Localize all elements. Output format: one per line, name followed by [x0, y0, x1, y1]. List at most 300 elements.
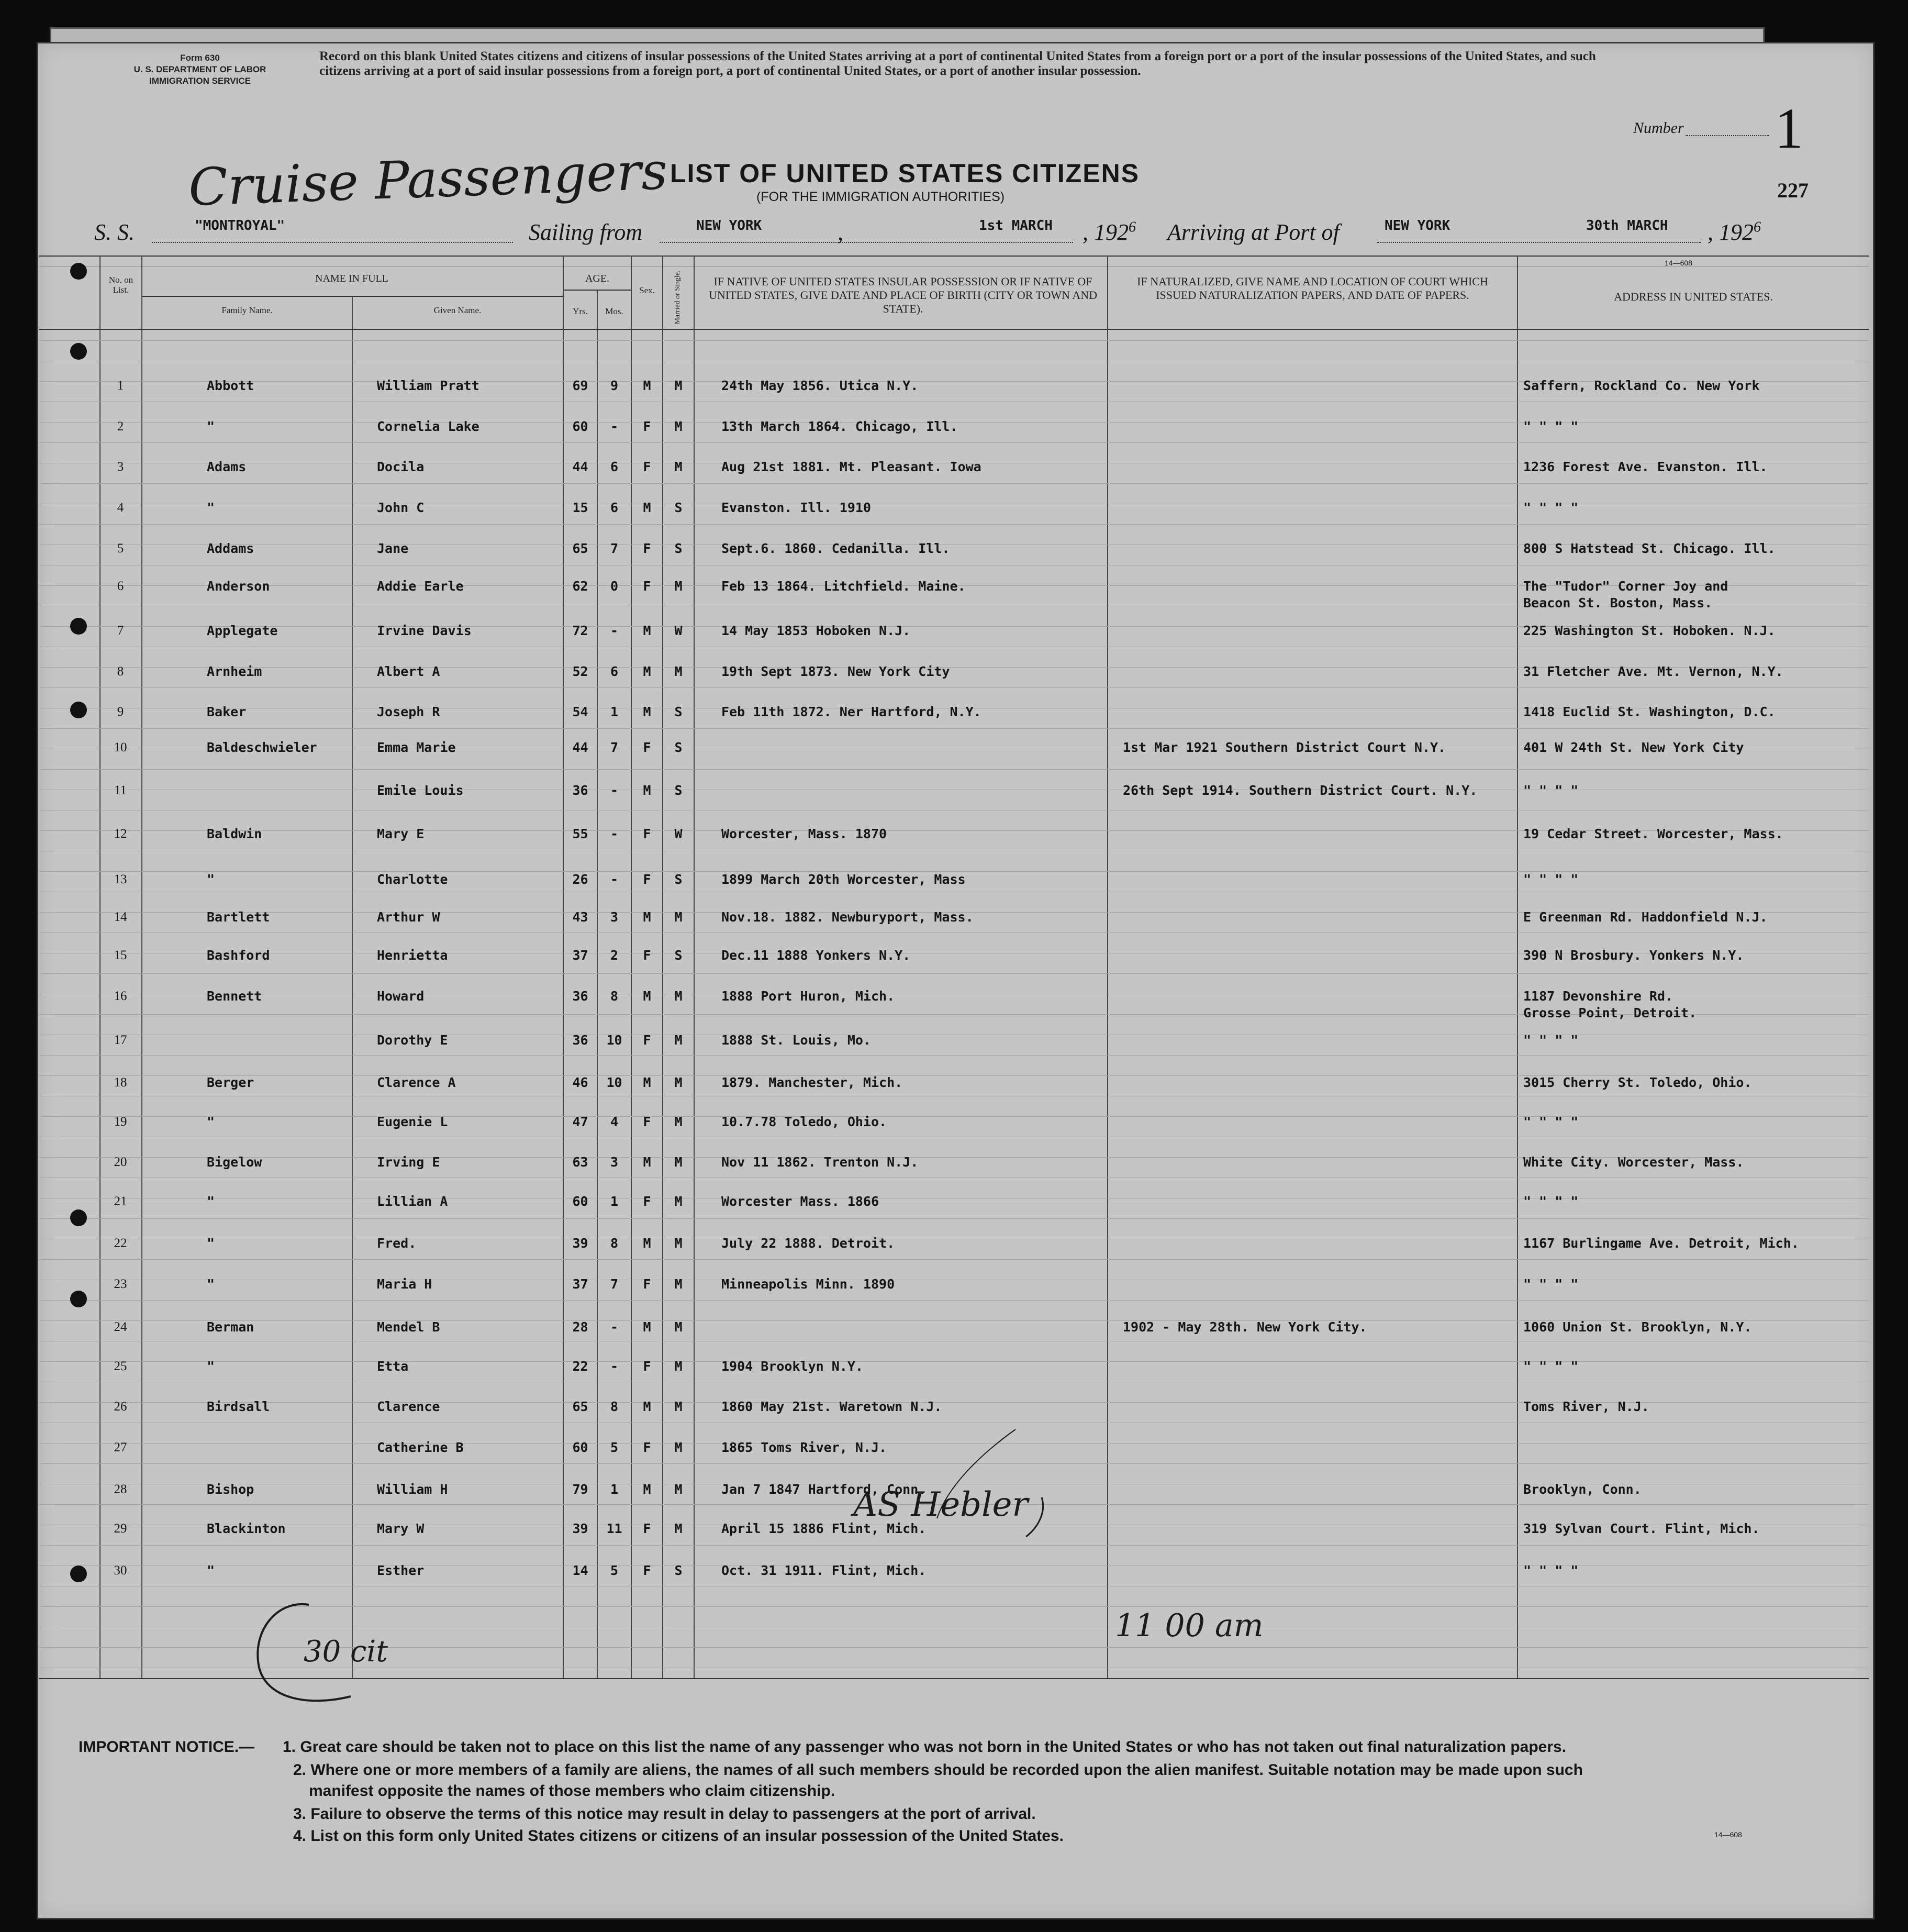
cell-addr: " " " " [1523, 783, 1579, 798]
cell-family: Abbott [207, 378, 254, 393]
cell-no: 14 [114, 910, 127, 924]
cell-sex: F [643, 541, 651, 556]
cell-family: Blackinton [207, 1521, 286, 1536]
cell-ms: M [674, 1236, 683, 1251]
binder-hole [70, 1291, 87, 1307]
signature-text: AS Hebler [853, 1485, 1028, 1524]
cell-mos: 11 [606, 1521, 622, 1536]
form-number: Form 630 [180, 53, 220, 63]
cell-given: Clarence [377, 1399, 440, 1414]
cell-addr: 225 Washington St. Hoboken. N.J. [1523, 623, 1776, 638]
cell-mos: 5 [610, 1440, 619, 1455]
cell-addr: 1418 Euclid St. Washington, D.C. [1523, 704, 1776, 719]
cell-given: Albert A [377, 664, 440, 679]
cell-ms: M [674, 1276, 683, 1292]
cell-nat: 1902 - May 28th. New York City. [1123, 1319, 1367, 1335]
binder-hole [70, 618, 87, 635]
cell-birth: 1899 March 20th Worcester, Mass [721, 872, 966, 887]
cell-no: 16 [114, 989, 127, 1003]
header-age: AGE. [585, 273, 610, 284]
cell-no: 23 [114, 1277, 127, 1291]
cell-birth: 10.7.78 Toledo, Ohio. [721, 1114, 887, 1129]
cell-given: William H [377, 1482, 448, 1497]
header-yrs: Yrs. [573, 306, 588, 316]
cell-family: Adams [207, 459, 247, 474]
cell-yrs: 37 [572, 948, 588, 963]
cell-given: Docila [377, 459, 425, 474]
cell-yrs: 44 [572, 459, 588, 474]
table-header-rule [39, 329, 1869, 330]
cell-mos: 3 [610, 909, 619, 925]
cell-sex: F [643, 459, 651, 474]
cell-ms: M [674, 664, 683, 679]
cell-given: Emile Louis [377, 783, 464, 798]
cell-mos: - [610, 623, 619, 638]
cell-mos: 8 [610, 1236, 619, 1251]
cell-ms: S [674, 783, 683, 798]
department: U. S. DEPARTMENT OF LABOR [133, 64, 266, 74]
cell-given: Irvine Davis [377, 623, 472, 638]
binder-hole [70, 343, 87, 360]
cell-no: 29 [114, 1522, 127, 1536]
cell-sex: M [643, 1482, 651, 1497]
sailing-label: Sailing from [529, 219, 643, 245]
cell-ms: M [674, 1194, 683, 1209]
cell-ms: S [674, 872, 683, 887]
cell-no: 18 [114, 1075, 127, 1090]
cell-yrs: 44 [572, 740, 588, 755]
cell-family: Bartlett [207, 909, 270, 925]
notice-item-4: 4. List on this form only United States citizens or citizens of an insular possession of the United States. [293, 1827, 1064, 1845]
cell-no: 30 [114, 1563, 127, 1578]
cell-yrs: 46 [572, 1075, 588, 1090]
cell-ms: S [674, 704, 683, 719]
cell-family: Addams [207, 541, 254, 556]
cell-sex: M [643, 1154, 651, 1170]
cell-mos: 10 [606, 1075, 622, 1090]
cell-family: Birdsall [207, 1399, 270, 1414]
cell-mos: 4 [610, 1114, 619, 1129]
cell-mos: 6 [610, 459, 619, 474]
cell-addr: Saffern, Rockland Co. New York [1523, 378, 1760, 393]
cell-no: 6 [117, 579, 124, 593]
print-code-top: 14—608 [1665, 259, 1692, 267]
cell-sex: F [643, 1114, 651, 1129]
cell-no: 7 [117, 624, 124, 638]
cell-given: Lillian A [377, 1194, 448, 1209]
cell-family: Anderson [207, 579, 270, 594]
cell-addr: 1236 Forest Ave. Evanston. Ill. [1523, 459, 1768, 474]
cell-sex: M [643, 378, 651, 393]
arriving-label: Arriving at Port of [1167, 219, 1340, 245]
cell-mos: - [610, 872, 619, 887]
header-no-on-list: No. on List. [108, 275, 133, 295]
cell-birth: July 22 1888. Detroit. [721, 1236, 895, 1251]
cell-given: Cornelia Lake [377, 419, 479, 434]
sailing-from: NEW YORK [696, 218, 762, 234]
cell-yrs: 52 [572, 664, 588, 679]
service: IMMIGRATION SERVICE [149, 76, 251, 86]
cell-ms: S [674, 541, 683, 556]
cell-yrs: 54 [572, 704, 588, 719]
notice-item-1: 1. Great care should be taken not to place on this list the name of any passenger who was not born in the United States or who has not taken out final naturalization papers. [283, 1738, 1567, 1756]
cell-family: " [207, 872, 215, 887]
cell-addr: 390 N Brosbury. Yonkers N.Y. [1523, 948, 1744, 963]
cell-yrs: 37 [572, 1276, 588, 1292]
cell-no: 10 [114, 740, 127, 754]
cell-addr: 1167 Burlingame Ave. Detroit, Mich. [1523, 1236, 1799, 1251]
binder-hole [70, 702, 87, 718]
cell-mos: - [610, 1319, 619, 1335]
cell-ms: M [674, 1075, 683, 1090]
cell-sex: M [643, 704, 651, 719]
cell-sex: M [643, 909, 651, 925]
cell-no: 5 [117, 541, 124, 556]
cell-addr: 1060 Union St. Brooklyn, N.Y. [1523, 1319, 1752, 1335]
cell-family: Berger [207, 1075, 254, 1090]
cell-no: 2 [117, 419, 124, 434]
arriving-date: 30th MARCH [1586, 218, 1668, 234]
cell-sex: M [643, 989, 651, 1004]
cell-given: Mary W [377, 1521, 425, 1536]
cell-given: Clarence A [377, 1075, 456, 1090]
cell-yrs: 28 [572, 1319, 588, 1335]
cell-no: 9 [117, 705, 124, 719]
cell-yrs: 39 [572, 1521, 588, 1536]
cell-given: Irving E [377, 1154, 440, 1170]
cell-addr-line2: Grosse Point, Detroit. [1523, 1005, 1697, 1020]
cell-addr: 319 Sylvan Court. Flint, Mich. [1523, 1521, 1760, 1536]
cell-addr: " " " " [1523, 1359, 1579, 1374]
cell-no: 17 [114, 1033, 127, 1047]
cell-addr: " " " " [1523, 1032, 1579, 1048]
cell-given: Addie Earle [377, 579, 464, 594]
cell-mos: - [610, 419, 619, 434]
cell-family: Bennett [207, 989, 262, 1004]
cell-sex: F [643, 872, 651, 887]
table-top-rule [39, 256, 1869, 257]
cell-ms: M [674, 909, 683, 925]
cell-mos: 2 [610, 948, 619, 963]
cell-given: Catherine B [377, 1440, 464, 1455]
cell-addr: 19 Cedar Street. Worcester, Mass. [1523, 826, 1783, 841]
cell-birth: Aug 21st 1881. Mt. Pleasant. Iowa [721, 459, 981, 474]
cell-family: Arnheim [207, 664, 262, 679]
cell-yrs: 15 [572, 500, 588, 515]
cell-birth: Sept.6. 1860. Cedanilla. Ill. [721, 541, 950, 556]
cell-given: John C [377, 500, 425, 515]
cell-birth: Nov.18. 1882. Newburyport, Mass. [721, 909, 974, 925]
cell-addr: " " " " [1523, 419, 1579, 434]
cell-no: 22 [114, 1236, 127, 1250]
cell-addr: The "Tudor" Corner Joy and [1523, 579, 1728, 594]
notice-heading: IMPORTANT NOTICE.— [79, 1738, 255, 1756]
cell-mos: 8 [610, 989, 619, 1004]
header-address: ADDRESS IN UNITED STATES. [1614, 290, 1773, 303]
cell-family: Bashford [207, 948, 270, 963]
cell-family: " [207, 1194, 215, 1209]
cell-yrs: 62 [572, 579, 588, 594]
header-given-name: Given Name. [433, 305, 482, 315]
cell-mos: 6 [610, 664, 619, 679]
cell-yrs: 79 [572, 1482, 588, 1497]
cell-addr: Toms River, N.J. [1523, 1399, 1649, 1414]
page-number: 227 [1777, 179, 1809, 202]
notice-item-2-cont: manifest opposite the names of those members who claim citizenship. [309, 1782, 835, 1800]
cell-ms: S [674, 948, 683, 963]
cell-mos: 3 [610, 1154, 619, 1170]
cell-sex: F [643, 1359, 651, 1374]
header-naturalized: IF NATURALIZED, GIVE NAME AND LOCATION OF COURT WHICH ISSUED NATURALIZATION PAPERS, AND DATE OF PAPERS. [1137, 275, 1488, 302]
page-subtitle: (FOR THE IMMIGRATION AUTHORITIES) [756, 190, 1005, 204]
circled-count-text: 30 cit [304, 1635, 388, 1669]
cell-given: Charlotte [377, 872, 448, 887]
cell-yrs: 63 [572, 1154, 588, 1170]
signature [848, 1424, 1068, 1550]
cell-ms: M [674, 1319, 683, 1335]
header-family-name: Family Name. [221, 305, 273, 315]
cell-ms: S [674, 740, 683, 755]
list-number: 1 [1775, 96, 1803, 160]
cell-yrs: 39 [572, 1236, 588, 1251]
cell-sex: F [643, 1563, 651, 1578]
cell-ms: M [674, 378, 683, 393]
notice-item-3: 3. Failure to observe the terms of this notice may result in delay to passengers at the port of arrival. [293, 1805, 1036, 1823]
cell-birth: 14 May 1853 Hoboken N.J. [721, 623, 911, 638]
cell-no: 13 [114, 872, 127, 886]
cell-given: Joseph R [377, 704, 440, 719]
cell-mos: 7 [610, 541, 619, 556]
cell-given: Dorothy E [377, 1032, 448, 1048]
cell-sex: F [643, 1276, 651, 1292]
cell-birth: Oct. 31 1911. Flint, Mich. [721, 1563, 927, 1578]
cell-family: Bishop [207, 1482, 254, 1497]
cell-no: 24 [114, 1320, 127, 1334]
cell-birth: Feb 13 1864. Litchfield. Maine. [721, 579, 966, 594]
cell-sex: M [643, 1399, 651, 1414]
cell-yrs: 36 [572, 989, 588, 1004]
time-text: 11 00 am [1115, 1607, 1264, 1644]
cell-birth: 1865 Toms River, N.J. [721, 1440, 887, 1455]
cell-mos: - [610, 783, 619, 798]
cell-given: Maria H [377, 1276, 432, 1292]
cell-no: 20 [114, 1155, 127, 1169]
cell-ms: M [674, 1399, 683, 1414]
print-code-bottom: 14—608 [1714, 1830, 1742, 1839]
cell-sex: M [643, 1075, 651, 1090]
cell-sex: M [643, 1236, 651, 1251]
cell-no: 8 [117, 664, 124, 679]
cell-ms: M [674, 989, 683, 1004]
cell-family: Applegate [207, 623, 278, 638]
cell-sex: M [643, 1319, 651, 1335]
cell-yrs: 55 [572, 826, 588, 841]
cell-mos: 0 [610, 579, 619, 594]
sailing-year: , $192^6$ [1083, 219, 1136, 245]
cell-mos: 8 [610, 1399, 619, 1414]
cell-sex: F [643, 740, 651, 755]
cell-no: 15 [114, 948, 127, 962]
handwritten-title: Cruise Passengers [187, 141, 668, 218]
cell-sex: F [643, 948, 651, 963]
cell-birth: Evanston. Ill. 1910 [721, 500, 871, 515]
cell-given: Jane [377, 541, 409, 556]
cell-no: 25 [114, 1359, 127, 1373]
cell-family: Baldeschwieler [207, 740, 317, 755]
cell-sex: F [643, 1521, 651, 1536]
cell-birth: 1860 May 21st. Waretown N.J. [721, 1399, 942, 1414]
cell-addr: 3015 Cherry St. Toledo, Ohio. [1523, 1075, 1752, 1090]
cell-family: " [207, 419, 215, 434]
cell-given: William Pratt [377, 378, 479, 393]
cell-sex: M [643, 783, 651, 798]
header-name-in-full: NAME IN FULL [315, 273, 388, 284]
form-number-block [95, 52, 305, 87]
cell-yrs: 60 [572, 1194, 588, 1209]
cell-given: Esther [377, 1563, 425, 1578]
arriving-port: NEW YORK [1385, 218, 1450, 234]
cell-mos: - [610, 1359, 619, 1374]
cell-ms: S [674, 500, 683, 515]
cell-given: Emma Marie [377, 740, 456, 755]
cell-yrs: 69 [572, 378, 588, 393]
cell-yrs: 36 [572, 783, 588, 798]
cell-family: " [207, 500, 215, 515]
ship-name: "MONTROYAL" [195, 218, 285, 234]
cell-sex: F [643, 1032, 651, 1048]
notice-item-2: 2. Where one or more members of a family are aliens, the names of all such members should be recorded upon the alien manifest. Suitable notation may be made upon such [293, 1761, 1583, 1779]
cell-no: 4 [117, 501, 124, 515]
cell-birth: Feb 11th 1872. Ner Hartford, N.Y. [721, 704, 981, 719]
ship-dotline [152, 242, 513, 243]
cell-yrs: 47 [572, 1114, 588, 1129]
cell-addr: " " " " [1523, 1194, 1579, 1209]
cell-birth: 24th May 1856. Utica N.Y. [721, 378, 919, 393]
cell-given: Fred. [377, 1236, 417, 1251]
cell-addr: 401 W 24th St. New York City [1523, 740, 1744, 755]
cell-yrs: 43 [572, 909, 588, 925]
cell-nat: 1st Mar 1921 Southern District Court N.Y. [1123, 740, 1446, 755]
cell-ms: M [674, 419, 683, 434]
sailing-date: 1st MARCH [979, 218, 1053, 234]
cell-addr: Brooklyn, Conn. [1523, 1482, 1642, 1497]
cell-given: Howard [377, 989, 425, 1004]
cell-birth: 1904 Brooklyn N.Y. [721, 1359, 863, 1374]
cell-addr: 1187 Devonshire Rd. [1523, 989, 1673, 1004]
cell-sex: F [643, 826, 651, 841]
cell-sex: F [643, 1440, 651, 1455]
binder-hole [70, 263, 87, 280]
cell-given: Arthur W [377, 909, 440, 925]
header-sex: Sex. [639, 285, 655, 295]
arriving-year: , $192^6$ [1708, 219, 1761, 245]
cell-ms: M [674, 1482, 683, 1497]
cell-ms: S [674, 1563, 683, 1578]
cell-yrs: 36 [572, 1032, 588, 1048]
cell-ms: W [674, 826, 683, 841]
cell-mos: 1 [610, 704, 619, 719]
cell-mos: 7 [610, 1276, 619, 1292]
cell-addr: " " " " [1523, 500, 1579, 515]
cell-family: " [207, 1236, 215, 1251]
ss-label: S. S. [94, 219, 135, 245]
time-annotation [1110, 1592, 1277, 1655]
cell-sex: M [643, 623, 651, 638]
cell-ms: M [674, 1114, 683, 1129]
cell-birth: Dec.11 1888 Yonkers N.Y. [721, 948, 911, 963]
cell-given: Eugenie L [377, 1114, 448, 1129]
cell-birth: Minneapolis Minn. 1890 [721, 1276, 895, 1292]
header-married-single: Married or Single. [674, 270, 682, 325]
cell-addr: 31 Fletcher Ave. Mt. Vernon, N.Y. [1523, 664, 1783, 679]
binder-hole [70, 1565, 87, 1582]
cell-family: Baldwin [207, 826, 262, 841]
cell-mos: 5 [610, 1563, 619, 1578]
cell-no: 28 [114, 1482, 127, 1496]
cell-birth: 1879. Manchester, Mich. [721, 1075, 903, 1090]
cell-nat: 26th Sept 1914. Southern District Court. N.Y. [1123, 783, 1478, 798]
circled-count-annotation [246, 1594, 445, 1715]
cell-family: " [207, 1563, 215, 1578]
cell-mos: - [610, 826, 619, 841]
cell-addr: E Greenman Rd. Haddonfield N.J. [1523, 909, 1768, 925]
cell-ms: M [674, 459, 683, 474]
cell-mos: 6 [610, 500, 619, 515]
cell-given: Mendel B [377, 1319, 440, 1335]
cell-ms: M [674, 1032, 683, 1048]
cell-addr: 800 S Hatstead St. Chicago. Ill. [1523, 541, 1776, 556]
cell-sex: F [643, 1194, 651, 1209]
cell-ms: M [674, 579, 683, 594]
cell-addr-line2: Beacon St. Boston, Mass. [1523, 595, 1713, 610]
cell-birth: 1888 Port Huron, Mich. [721, 989, 895, 1004]
cell-ms: M [674, 1154, 683, 1170]
cell-family: " [207, 1276, 215, 1292]
cell-addr: " " " " [1523, 1563, 1579, 1578]
cell-addr: " " " " [1523, 1114, 1579, 1129]
cell-given: Henrietta [377, 948, 448, 963]
cell-birth: 1888 St. Louis, Mo. [721, 1032, 871, 1048]
cell-family: Baker [207, 704, 247, 719]
cell-yrs: 60 [572, 419, 588, 434]
cell-birth: Worcester Mass. 1866 [721, 1194, 879, 1209]
cell-mos: 1 [610, 1482, 619, 1497]
cell-no: 21 [114, 1194, 127, 1208]
cell-addr: " " " " [1523, 1276, 1579, 1292]
cell-birth: Jan 7 1847 Hartford, Conn. [721, 1482, 927, 1497]
cell-sex: M [643, 664, 651, 679]
cell-ms: M [674, 1359, 683, 1374]
age-split-rule [564, 290, 632, 291]
cell-given: Mary E [377, 826, 425, 841]
cell-no: 26 [114, 1400, 127, 1414]
cell-sex: F [643, 419, 651, 434]
instructions: Record on this blank United States citizens and citizens of insular possessions of the United States arriving at a port of continental United States from a foreign port or a port of the insular possessions of the United States, and such citizens arriving at a port of said insular possessions from a foreign port, a port of continental United States, or a port of another insular possession. [319, 49, 1596, 78]
cell-no: 27 [114, 1440, 127, 1454]
cell-birth: April 15 1886 Flint, Mich. [721, 1521, 927, 1536]
cell-birth: Nov 11 1862. Trenton N.J. [721, 1154, 919, 1170]
cell-no: 1 [117, 379, 124, 393]
header-birth: IF NATIVE OF UNITED STATES INSULAR POSSESSION OR IF NATIVE OF UNITED STATES, GIVE DATE AND PLACE OF BIRTH (CITY OR TOWN AND STATE). [708, 275, 1098, 315]
cell-birth: 19th Sept 1873. New York City [721, 664, 950, 679]
cell-no: 19 [114, 1115, 127, 1129]
cell-no: 11 [114, 783, 127, 797]
cell-yrs: 22 [572, 1359, 588, 1374]
cell-sex: F [643, 579, 651, 594]
cell-mos: 1 [610, 1194, 619, 1209]
sailing-dotline [660, 242, 1073, 243]
cell-yrs: 72 [572, 623, 588, 638]
